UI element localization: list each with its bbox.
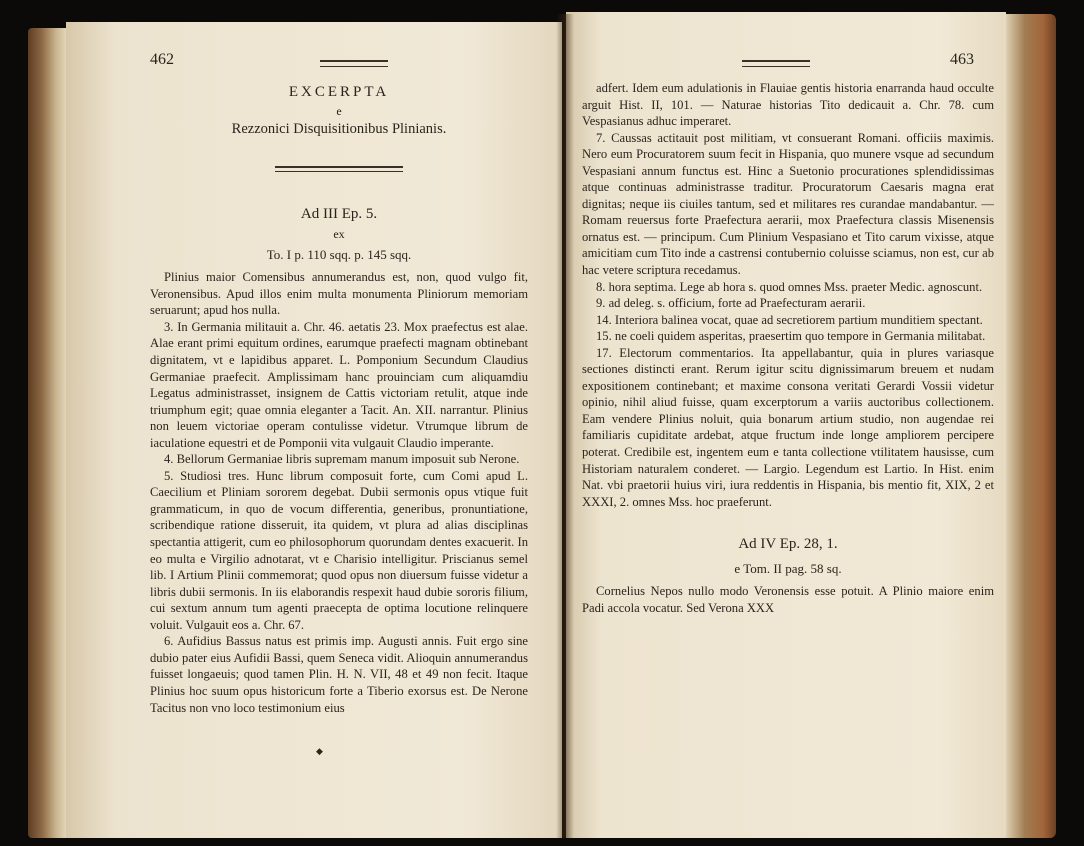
left-page <box>66 22 562 838</box>
section-reference: e Tom. II pag. 58 sq. <box>734 560 842 576</box>
section-heading: Ad III Ep. 5. <box>300 205 378 222</box>
paragraph: 9. ad deleg. s. officium, forte ad Praefecturam aerarii. <box>596 296 866 311</box>
section-ex: ex <box>333 227 345 242</box>
title-connector: e <box>336 103 342 118</box>
paragraph: 3. In Germania militauit a. Chr. 46. aetatis 23. Mox praefectus est alae. Alae erant primi equitum ordines, earumque praefecti magnam obtinebant dignitatem, vt e lapidibus apparet. L. Pomponium Secundum Claudius Germaniae praefecit. Amplissimam hanc prouinciam cum aliquamdiu Legatus administrasset, insignem de Cattis victoriam retulit, atque inde triumphum egit; quae omnia eleganter a Tacit. An. XII. narrantur. Plinius non leuem victoriae operam contulisse videtur. Vtrumque librum de iaculatione equestri et de Pomponii vita vulgauit Claudio imperante. <box>150 319 528 450</box>
page-subtitle: Rezzonici Disquisitionibus Plinianis. <box>231 121 447 138</box>
printer-mark: ◆ <box>316 746 323 757</box>
book-gutter-shadow <box>556 14 574 838</box>
left-page-number: 462 <box>150 51 174 68</box>
paragraph: 4. Bellorum Germaniae libris supremam manum imposuit sub Nerone. <box>164 452 520 467</box>
paragraph: adfert. Idem eum adulationis in Flauiae gentis historia enarranda haud occulte arguit Hist. II, 101. — Naturae historias Tito dedicauit a. Chr. 78. cum Vespasianus adhuc imperaret. <box>582 81 994 129</box>
left-page-header <box>150 52 528 74</box>
header-rule <box>742 60 810 67</box>
page-title: EXCERPTA <box>288 84 390 100</box>
header-rule <box>320 60 388 67</box>
section-reference: To. I p. 110 sqq. p. 145 sqq. <box>266 246 412 262</box>
book-cover-left-edge <box>28 28 68 838</box>
paragraph: 17. Electorum commentarios. Ita appellabantur, quia in plures variasque sectiones distincti erant. Rerum igitur scitu dignissimarum breuem et nudam expositionem continebant; et maxime consona veritati Gerardi Vossii videtur opinio, nihil aliud fuisse, quam excerptorum a variis auctoribus collectionem. Eam vendere Plinius noluit, quia bonarum artium studio, non augendae rei familiaris cupiditate ardebat, atque fructum inde longe ampliorem percipere poterat. Credibile est, ingentem eum e tanta collectione vtilitatem hausisse, cum Historiam naturalem conderet. — Largio. Legendum est Lartio. In Hist. enim Nat. vbi praetorii huius viri, iura reddentis in Hispania, bis mentio fit, XIX, 2 et XXXI, 2. omnes Mss. hoc praeferunt. <box>582 345 994 509</box>
right-page-header <box>582 52 994 74</box>
paragraph: 14. Interiora balinea vocat, quae ad secretiorem partium munditiem spectant. <box>596 312 983 327</box>
paragraph: 8. hora septima. Lege ab hora s. quod omnes Mss. praeter Medic. agnoscunt. <box>596 279 983 294</box>
paragraph: 7. Caussas actitauit post militiam, vt consuerant Romani. officiis maximis. Nero eum Procuratorem suum fecit in Hispania, quo munere vsque ad secundum Vespasiani annum functus est. Hinc a Suetonio procurationes splendidissimas atque continuas administrasse traditur. Procuratorum Caesaris magna erat dignitas; neque iis ciuiles tantum, sed et militares res curandae mandabantur. — Romam reuersus forte Praefectura aerarii, mox Praefectura classis Misenensis ornatus est. — principum. Cum Plinium Vespasiano et Tito carum vixisse, atque amicitiam cum Tito inde a castrensi contubernio coluisse sciamus, non est, cur ab hac vetere scriptura recedamus. <box>582 130 994 278</box>
paragraph: 5. Studiosi tres. Hunc librum composuit forte, cum Comi apud L. Caecilium et Pliniam sororem degebat. Dubii sermonis opus vtique fuit grammaticum, in quo de vocum differentia, generibus, pronuntiatione, scribendique ratione disseruit, ita quidem, vt plura ad alias disciplinas spectantia attigerit, cum eo philosophorum quorundam dentes exacuerit. In eo multa e Virgilio adnotarat, vt e Charisio intelligitur. Priscianus semel lib. I Artium Plinii commemorat; quod opus non diuersum fuisse videtur a libris dubii sermonis. In iis elaborandis respexit haud dubie sororis filium, cui sextum annum tum agenti praecepta de optima locutione relinquere voluit. Vulgauit eos a. Chr. 67. <box>150 468 528 632</box>
paragraph: 6. Aufidius Bassus natus est primis imp. Augusti annis. Fuit ergo sine dubio pater eius Aufidii Bassi, quem Seneca vidit. Alioquin annumerandus fuisset longaeuis; quod tamen Plin. H. N. VII, 48 et 49 non fecit. Itaque Plinius hoc suum opus historicum forte a Tiberio exorsus est. De Nerone Tacitus non vno loco testimonium eius <box>150 634 528 715</box>
right-page-number: 463 <box>950 51 974 68</box>
paragraph: Plinius maior Comensibus annumerandus est, non, quod vulgo fit, Veronensibus. Apud illos enim multa monumenta Pliniorum memoriam seruarunt; apud hos nulla. <box>150 270 528 318</box>
section-divider <box>275 166 403 172</box>
section-heading: Ad IV Ep. 28, 1. <box>738 536 838 553</box>
book-cover-right-edge <box>1004 14 1056 838</box>
paragraph: Cornelius Nepos nullo modo Veronensis esse potuit. A Plinio maiore enim Padi accola vocatur. Sed Verona XXX <box>582 584 994 615</box>
paragraph: 15. ne coeli quidem asperitas, praesertim quo tempore in Germania militabat. <box>596 329 986 344</box>
right-page <box>566 12 1006 838</box>
